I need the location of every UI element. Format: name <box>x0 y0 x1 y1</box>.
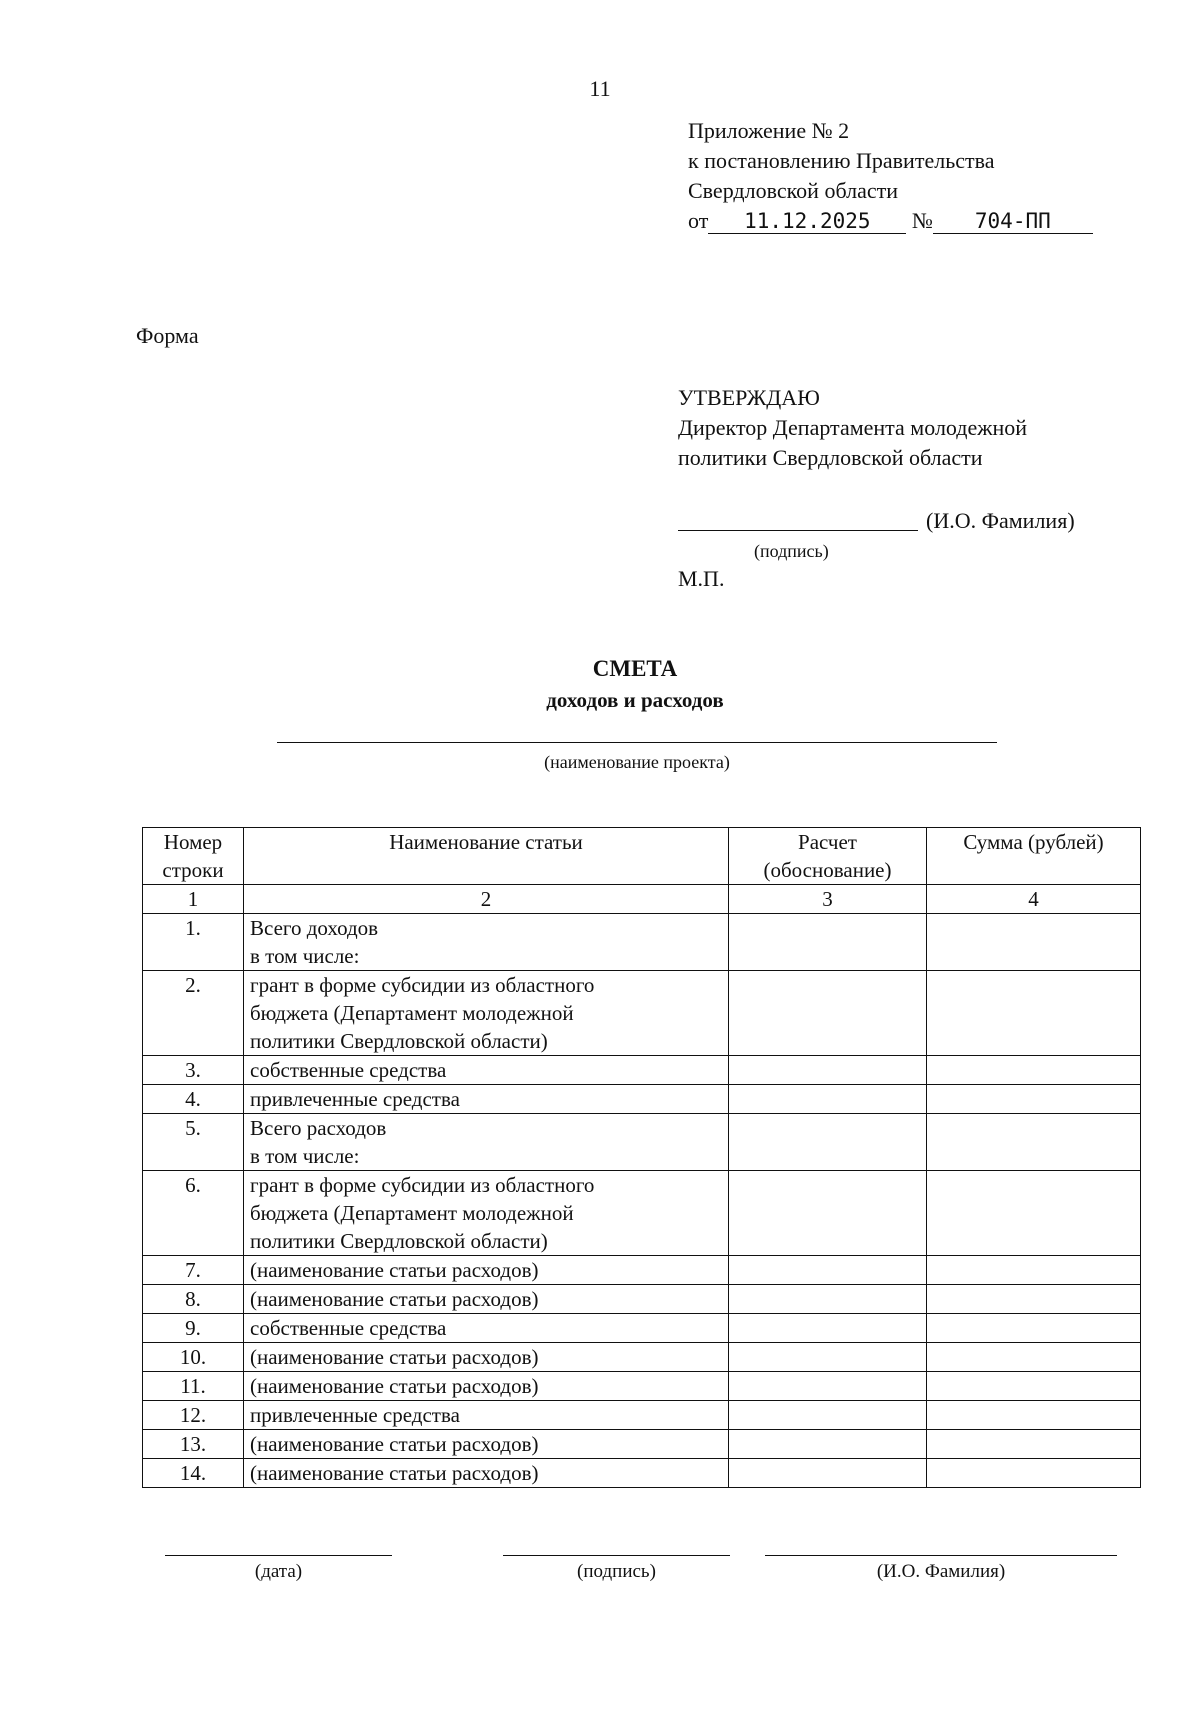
row-calculation-cell <box>729 914 927 971</box>
document-subtitle: доходов и расходов <box>546 688 724 712</box>
row-item-name-line: (наименование статьи расходов) <box>250 1461 539 1485</box>
row-sum-cell <box>927 914 1141 971</box>
row-calculation-cell <box>729 1430 927 1459</box>
row-number: 10. <box>143 1343 244 1372</box>
row-item-name-line: собственные средства <box>250 1058 447 1082</box>
appendix-line: Приложение № 2 <box>688 118 850 143</box>
row-sum-cell <box>927 1372 1141 1401</box>
row-number: 5. <box>143 1114 244 1171</box>
table-row <box>143 971 1141 1056</box>
footer-date-caption: (дата) <box>254 1561 303 1582</box>
table-row <box>143 1401 1141 1430</box>
row-item-name <box>244 1343 729 1372</box>
project-name-line <box>277 742 997 743</box>
table-row <box>143 1285 1141 1314</box>
row-sum-cell <box>927 971 1141 1056</box>
table-header-row <box>143 828 1141 885</box>
table-row <box>143 1256 1141 1285</box>
footer-fio-line <box>765 1555 1117 1556</box>
row-calculation-cell <box>729 971 927 1056</box>
row-item-name <box>244 1256 729 1285</box>
table-row <box>143 1314 1141 1343</box>
approve-fio: (И.О. Фамилия) <box>926 508 1075 533</box>
row-number: 9. <box>143 1314 244 1343</box>
row-item-name-line: собственные средства <box>250 1316 447 1340</box>
row-number: 8. <box>143 1285 244 1314</box>
row-number: 6. <box>143 1171 244 1256</box>
row-sum-cell <box>927 1056 1141 1085</box>
row-number: 1. <box>143 914 244 971</box>
row-sum-cell <box>927 1314 1141 1343</box>
row-number: 7. <box>143 1256 244 1285</box>
row-item-name <box>244 1114 729 1171</box>
row-item-name <box>244 1401 729 1430</box>
row-calculation-cell <box>729 1056 927 1085</box>
number-prefix: № <box>911 208 933 233</box>
form-label: Форма <box>136 323 199 348</box>
row-item-name <box>244 914 729 971</box>
date-prefix: от <box>688 208 709 233</box>
column-number: 2 <box>244 885 729 914</box>
table-row <box>143 1114 1141 1171</box>
appendix-header <box>688 116 1093 236</box>
row-item-name-line: в том числе: <box>250 944 360 968</box>
table-row <box>143 1171 1141 1256</box>
row-calculation-cell <box>729 1085 927 1114</box>
row-sum-cell <box>927 1459 1141 1488</box>
row-item-name-line: грант в форме субсидии из областного <box>250 973 595 997</box>
footer-signature-line <box>503 1555 730 1556</box>
approve-signature-line <box>678 530 918 531</box>
header-name: Наименование статьи <box>244 828 729 885</box>
row-calculation-cell <box>729 1256 927 1285</box>
row-number: 11. <box>143 1372 244 1401</box>
row-sum-cell <box>927 1285 1141 1314</box>
row-item-name-line: (наименование статьи расходов) <box>250 1374 539 1398</box>
row-item-name-line: (наименование статьи расходов) <box>250 1432 539 1456</box>
row-item-name <box>244 1430 729 1459</box>
column-number: 1 <box>143 885 244 914</box>
row-calculation-cell <box>729 1372 927 1401</box>
row-calculation-cell <box>729 1343 927 1372</box>
footer-date-line <box>165 1555 392 1556</box>
approve-line: Директор Департамента молодежной <box>678 415 1027 440</box>
estimate-table <box>142 827 1141 1488</box>
row-item-name <box>244 971 729 1056</box>
document-title: СМЕТА <box>592 656 678 681</box>
row-item-name <box>244 1459 729 1488</box>
row-item-name-line: (наименование статьи расходов) <box>250 1287 539 1311</box>
row-sum-cell <box>927 1171 1141 1256</box>
row-number: 2. <box>143 971 244 1056</box>
row-item-name <box>244 1285 729 1314</box>
row-number: 12. <box>143 1401 244 1430</box>
row-calculation-cell <box>729 1285 927 1314</box>
row-number: 14. <box>143 1459 244 1488</box>
row-sum-cell <box>927 1114 1141 1171</box>
header-num: Номер строки <box>143 828 244 885</box>
table-row <box>143 1056 1141 1085</box>
resolution-number: 704-ПП <box>933 209 1093 234</box>
column-number: 4 <box>927 885 1141 914</box>
row-item-name-line: политики Свердловской области) <box>250 1029 548 1053</box>
row-calculation-cell <box>729 1114 927 1171</box>
table-row <box>143 1372 1141 1401</box>
footer-signature-caption: (подпись) <box>577 1561 656 1582</box>
row-item-name <box>244 1085 729 1114</box>
row-item-name-line: Всего расходов <box>250 1116 387 1140</box>
column-number: 3 <box>729 885 927 914</box>
row-number: 13. <box>143 1430 244 1459</box>
row-sum-cell <box>927 1256 1141 1285</box>
resolution-date: 11.12.2025 <box>708 209 906 234</box>
table-body <box>143 914 1141 1488</box>
table-row <box>143 1085 1141 1114</box>
row-number: 4. <box>143 1085 244 1114</box>
row-sum-cell <box>927 1085 1141 1114</box>
table-row <box>143 1459 1141 1488</box>
project-name-caption: (наименование проекта) <box>544 752 730 772</box>
row-item-name <box>244 1314 729 1343</box>
stamp-place: М.П. <box>678 566 725 591</box>
row-sum-cell <box>927 1343 1141 1372</box>
row-calculation-cell <box>729 1459 927 1488</box>
row-item-name-line: (наименование статьи расходов) <box>250 1258 539 1282</box>
approve-block <box>678 383 1027 473</box>
approve-line: политики Свердловской области <box>678 445 983 470</box>
page-number: 11 <box>589 76 611 101</box>
row-calculation-cell <box>729 1401 927 1430</box>
row-sum-cell <box>927 1430 1141 1459</box>
row-item-name <box>244 1372 729 1401</box>
header-sum: Сумма (рублей) <box>927 828 1141 885</box>
row-calculation-cell <box>729 1314 927 1343</box>
table-row <box>143 1343 1141 1372</box>
table-row <box>143 1430 1141 1459</box>
approve-signature-caption: (подпись) <box>754 541 829 561</box>
row-item-name-line: привлеченные средства <box>250 1087 460 1111</box>
row-item-name-line: политики Свердловской области) <box>250 1229 548 1253</box>
appendix-date-number <box>688 206 1093 236</box>
row-item-name-line: бюджета (Департамент молодежной <box>250 1201 574 1225</box>
row-sum-cell <box>927 1401 1141 1430</box>
row-number: 3. <box>143 1056 244 1085</box>
row-item-name-line: бюджета (Департамент молодежной <box>250 1001 574 1025</box>
table-row <box>143 914 1141 971</box>
row-item-name-line: в том числе: <box>250 1144 360 1168</box>
row-item-name <box>244 1056 729 1085</box>
row-item-name-line: грант в форме субсидии из областного <box>250 1173 595 1197</box>
row-item-name-line: Всего доходов <box>250 916 379 940</box>
row-item-name-line: (наименование статьи расходов) <box>250 1345 539 1369</box>
column-number-row <box>143 885 1141 914</box>
footer-fio-caption: (И.О. Фамилия) <box>876 1561 1006 1582</box>
row-item-name <box>244 1171 729 1256</box>
approve-heading: УТВЕРЖДАЮ <box>678 385 820 410</box>
header-calc: Расчет (обоснование) <box>729 828 927 885</box>
appendix-line: Свердловской области <box>688 178 898 203</box>
row-item-name-line: привлеченные средства <box>250 1403 460 1427</box>
appendix-line: к постановлению Правительства <box>688 148 995 173</box>
row-calculation-cell <box>729 1171 927 1256</box>
